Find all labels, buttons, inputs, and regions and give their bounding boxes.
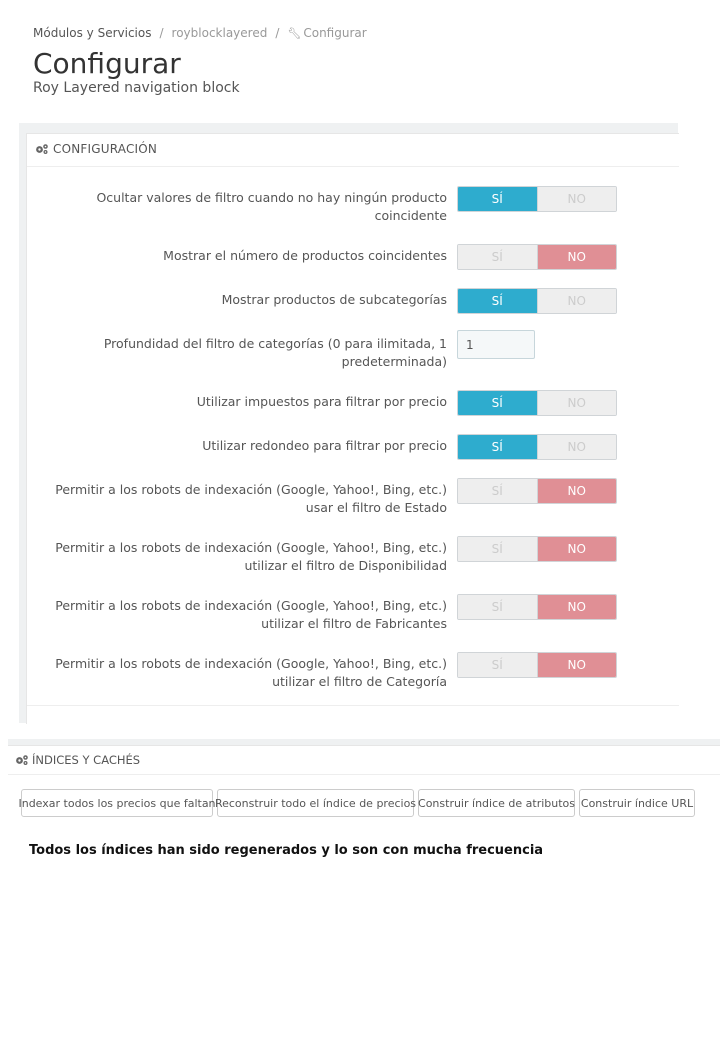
switch-no-option[interactable]: NO: [537, 595, 617, 619]
category-depth-input[interactable]: 1: [457, 330, 535, 359]
wrench-icon: 🔧︎: [287, 27, 302, 40]
page-subtitle: Roy Layered navigation block: [33, 80, 240, 96]
switch-no-option[interactable]: NO: [537, 435, 617, 459]
field-label: Permitir a los robots de indexación (Google, Yahoo!, Bing, etc.) utilizar el filtro de Fabricantes: [55, 598, 447, 631]
use-tax-filter-switch[interactable]: [457, 390, 617, 416]
index-missing-prices-button[interactable]: Indexar todos los precios que faltan: [21, 789, 213, 817]
switch-no-option[interactable]: NO: [537, 479, 617, 503]
hide-empty-filters-switch[interactable]: [457, 186, 617, 212]
breadcrumb-modules-link[interactable]: Módulos y Servicios: [33, 26, 152, 40]
breadcrumb-module-link[interactable]: royblocklayered: [171, 26, 268, 40]
config-panel-heading: [27, 134, 679, 167]
field-label: Profundidad del filtro de categorías (0 para ilimitada, 1 predeterminada): [103, 336, 447, 369]
breadcrumb-separator: /: [275, 26, 280, 40]
build-url-index-button[interactable]: Construir índice URL: [579, 789, 695, 817]
show-subcategory-products-switch[interactable]: [457, 288, 617, 314]
rebuild-price-index-button[interactable]: Reconstruir todo el índice de precios: [217, 789, 414, 817]
switch-yes-option[interactable]: SÍ: [458, 537, 537, 561]
switch-no-option[interactable]: NO: [537, 653, 617, 677]
breadcrumb-separator: /: [159, 26, 164, 40]
robots-category-filter-switch[interactable]: [457, 652, 617, 678]
switch-yes-option[interactable]: SÍ: [458, 187, 537, 211]
switch-yes-option[interactable]: SÍ: [458, 245, 537, 269]
field-label: Utilizar redondeo para filtrar por precio: [202, 438, 447, 453]
config-panel-footer: [27, 705, 679, 724]
switch-yes-option[interactable]: SÍ: [458, 595, 537, 619]
show-product-count-switch[interactable]: [457, 244, 617, 270]
build-attribute-index-button[interactable]: Construir índice de atributos: [418, 789, 575, 817]
config-panel: [26, 133, 679, 724]
config-panel-title: CONFIGURACIÓN: [53, 142, 158, 156]
field-label: Mostrar el número de productos coincidentes: [163, 248, 447, 263]
switch-no-option[interactable]: NO: [537, 289, 617, 313]
cogs-icon: [35, 143, 49, 155]
breadcrumb-current: [287, 26, 366, 40]
index-panel-heading: [8, 746, 720, 775]
switch-no-option[interactable]: NO: [537, 391, 617, 415]
robots-condition-filter-switch[interactable]: [457, 478, 617, 504]
page-title: Configurar: [33, 47, 181, 80]
field-label: Permitir a los robots de indexación (Google, Yahoo!, Bing, etc.) utilizar el filtro de Categoría: [55, 656, 447, 689]
switch-no-option[interactable]: NO: [537, 537, 617, 561]
index-panel: [8, 745, 720, 822]
switch-no-option[interactable]: NO: [537, 245, 617, 269]
robots-manufacturer-filter-switch[interactable]: [457, 594, 617, 620]
switch-yes-option[interactable]: SÍ: [458, 479, 537, 503]
field-label: Ocultar valores de filtro cuando no hay ningún producto coincidente: [96, 190, 447, 223]
breadcrumb: [33, 26, 367, 40]
breadcrumb-current-label: Configurar: [303, 26, 367, 40]
robots-availability-filter-switch[interactable]: [457, 536, 617, 562]
switch-yes-option[interactable]: SÍ: [458, 653, 537, 677]
switch-yes-option[interactable]: SÍ: [458, 435, 537, 459]
switch-no-option[interactable]: NO: [537, 187, 617, 211]
field-label: Permitir a los robots de indexación (Google, Yahoo!, Bing, etc.) usar el filtro de Estado: [55, 482, 447, 515]
field-label: Utilizar impuestos para filtrar por precio: [196, 394, 447, 409]
field-label: Permitir a los robots de indexación (Google, Yahoo!, Bing, etc.) utilizar el filtro de Disponibilidad: [55, 540, 447, 573]
switch-yes-option[interactable]: SÍ: [458, 289, 537, 313]
cogs-icon: [15, 754, 29, 766]
index-panel-title: ÍNDICES Y CACHÉS: [32, 753, 141, 767]
field-label: Mostrar productos de subcategorías: [221, 292, 447, 307]
switch-yes-option[interactable]: SÍ: [458, 391, 537, 415]
status-message: Todos los índices han sido regenerados y lo son con mucha frecuencia: [29, 843, 544, 858]
use-rounding-filter-switch[interactable]: [457, 434, 617, 460]
